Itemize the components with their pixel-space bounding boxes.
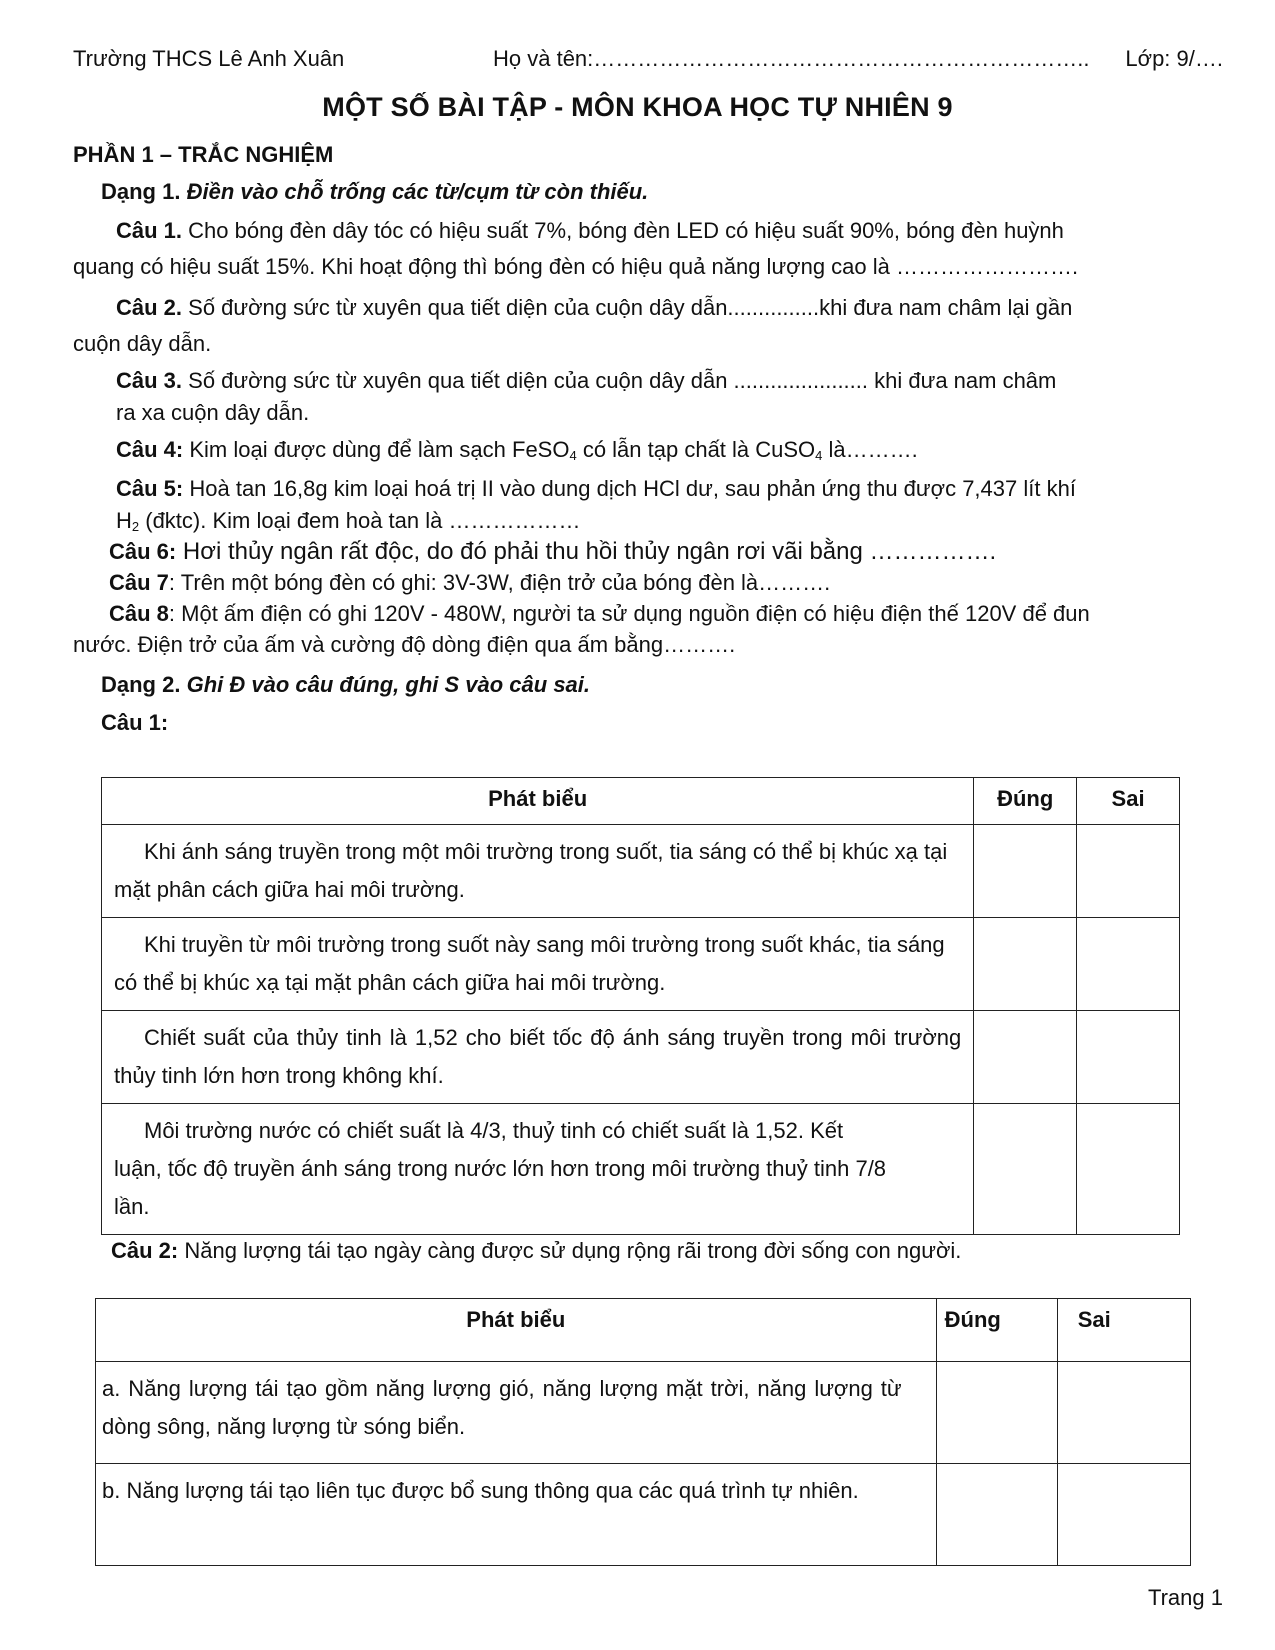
statement-cell: [96, 1464, 937, 1566]
table-row: [102, 1104, 1180, 1235]
true-answer-cell[interactable]: [974, 825, 1077, 918]
question-text: Kim loại được dùng để làm sạch FeSO: [183, 437, 570, 462]
subscript: 4: [815, 448, 823, 463]
question-text: là……….: [822, 437, 918, 462]
true-answer-cell[interactable]: [974, 918, 1077, 1011]
table-row: [96, 1362, 1191, 1464]
statement-cell: [102, 1104, 974, 1235]
class-field: Lớp: 9/….: [1125, 46, 1223, 71]
table-row: [96, 1464, 1191, 1566]
true-answer-cell[interactable]: [974, 1011, 1077, 1104]
question-label: Câu 5:: [116, 476, 184, 501]
type2-heading: [101, 670, 590, 700]
column-header-false: Sai: [1057, 1299, 1190, 1362]
question-text: (đktc). Kim loại đem hoà tan là ………………: [139, 508, 581, 533]
question-8-line-1: [109, 599, 1090, 629]
question-label: Câu 2:: [111, 1238, 179, 1263]
question-text: Năng lượng tái tạo ngày càng được sử dụng rộng rãi trong đời sống con người.: [178, 1238, 962, 1263]
column-header-false: Sai: [1077, 778, 1180, 825]
question-label: Câu 2.: [116, 295, 183, 320]
false-answer-cell[interactable]: [1077, 1011, 1180, 1104]
subscript: 4: [569, 448, 577, 463]
statement-text: a. Năng lượng tái tạo gồm năng lượng gió, năng lượng mặt trời, năng lượng từ dòng sông, năng lượng từ sóng biển.: [102, 1376, 902, 1439]
true-false-table-2: [95, 1298, 1191, 1566]
statement-text: b. Năng lượng tái tạo liên tục được bổ sung thông qua các quá trình tự nhiên.: [102, 1478, 859, 1503]
question-8-line-2: nước. Điện trở của ấm và cường độ dòng điện qua ấm bằng……….: [73, 632, 736, 657]
statement-cell: [96, 1362, 937, 1464]
type2-question-2: [111, 1236, 961, 1266]
question-label: Câu 3.: [116, 368, 183, 393]
statement-text: Khi truyền từ môi trường trong suốt này sang môi trường trong suốt khác, tia sáng có thể bị khúc xạ tại mặt phân cách giữa hai môi trường.: [114, 932, 945, 995]
question-3-line-1: [116, 366, 1056, 396]
question-text: : Trên một bóng đèn có ghi: 3V-3W, điện trở của bóng đèn là……….: [168, 570, 831, 595]
statement-text: Chiết suất của thủy tinh là 1,52 cho biết tốc độ ánh sáng truyền trong môi trường thủy tinh lớn hơn trong không khí.: [114, 1025, 962, 1088]
question-6: [109, 537, 996, 567]
question-4: [116, 435, 918, 471]
table-row: [102, 918, 1180, 1011]
column-header-statement: Phát biểu: [102, 778, 974, 825]
question-5-line-1: [116, 474, 1076, 504]
true-answer-cell[interactable]: [936, 1362, 1057, 1464]
part1-heading: PHẦN 1 – TRẮC NGHIỆM: [73, 142, 334, 167]
false-answer-cell[interactable]: [1077, 918, 1180, 1011]
type1-instruction: Điền vào chỗ trống các từ/cụm từ còn thiếu.: [186, 179, 649, 204]
false-answer-cell[interactable]: [1077, 825, 1180, 918]
statement-cell: [102, 825, 974, 918]
column-header-statement: Phát biểu: [96, 1299, 937, 1362]
subscript: 2: [131, 519, 140, 534]
true-answer-cell[interactable]: [936, 1464, 1057, 1566]
false-answer-cell[interactable]: [1077, 1104, 1180, 1235]
table-header-row: [102, 778, 1180, 825]
question-3-line-2: ra xa cuộn dây dẫn.: [116, 400, 310, 425]
column-header-true: Đúng: [974, 778, 1077, 825]
page-number: Trang 1: [1147, 1585, 1223, 1610]
school-name: Trường THCS Lê Anh Xuân: [73, 46, 345, 71]
statement-text: Môi trường nước có chiết suất là 4/3, thuỷ tinh có chiết suất là 1,52. Kết luận, tốc độ truyền ánh sáng trong nước lớn hơn trong môi trường thuỷ tinh 7/8 lần.: [114, 1118, 887, 1219]
statement-cell: [102, 918, 974, 1011]
question-2-line-1: [116, 293, 1072, 323]
question-1-line-2: quang có hiệu suất 15%. Khi hoạt động thì bóng đèn có hiệu quả năng lượng cao là …………………….: [73, 254, 1079, 279]
question-7: [109, 568, 830, 598]
type2-label: Dạng 2.: [101, 672, 181, 697]
type1-label: Dạng 1.: [101, 179, 181, 204]
question-label: Câu 4:: [116, 437, 184, 462]
question-text: Hoà tan 16,8g kim loại hoá trị II vào dung dịch HCl dư, sau phản ứng thu được 7,437 lít khí: [183, 476, 1076, 501]
question-text: : Một ấm điện có ghi 120V - 480W, người ta sử dụng nguồn điện có hiệu điện thế 120V để đun: [168, 601, 1090, 626]
page-title: MỘT SỐ BÀI TẬP - MÔN KHOA HỌC TỰ NHIÊN 9: [322, 92, 953, 122]
question-2-line-2: cuộn dây dẫn.: [73, 331, 212, 356]
question-text: có lẫn tạp chất là CuSO: [576, 437, 816, 462]
question-text: Số đường sức từ xuyên qua tiết diện của cuộn dây dẫn ...................... khi đưa nam châm: [182, 368, 1057, 393]
table-header-row: [96, 1299, 1191, 1362]
question-label: Câu 8: [109, 601, 169, 626]
question-text: Số đường sức từ xuyên qua tiết diện của cuộn dây dẫn...............khi đưa nam châm lại gần: [182, 295, 1073, 320]
page-header: [73, 46, 1223, 78]
statement-cell: [102, 1011, 974, 1104]
student-name-field: Họ và tên:…………………………………………………………..: [493, 46, 1090, 71]
true-answer-cell[interactable]: [974, 1104, 1077, 1235]
table-row: [102, 1011, 1180, 1104]
false-answer-cell[interactable]: [1057, 1464, 1190, 1566]
statement-text: Khi ánh sáng truyền trong một môi trường trong suốt, tia sáng có thể bị khúc xạ tại mặt phân cách giữa hai môi trường.: [114, 839, 948, 902]
table-row: [102, 825, 1180, 918]
type2-question-1-label: Câu 1:: [101, 710, 169, 735]
true-false-table-1: [101, 777, 1180, 1235]
column-header-true: Đúng: [936, 1299, 1057, 1362]
type2-instruction: Ghi Đ vào câu đúng, ghi S vào câu sai.: [186, 672, 591, 697]
question-label: Câu 1.: [116, 218, 183, 243]
false-answer-cell[interactable]: [1057, 1362, 1190, 1464]
question-text: H: [116, 508, 132, 533]
question-text: Hơi thủy ngân rất độc, do đó phải thu hồi thủy ngân rơi vãi bằng …………….: [176, 538, 997, 565]
type1-heading: [101, 177, 648, 207]
question-text: Cho bóng đèn dây tóc có hiệu suất 7%, bóng đèn LED có hiệu suất 90%, bóng đèn huỳnh: [182, 218, 1064, 243]
question-label: Câu 7: [109, 570, 169, 595]
question-1-line-1: [116, 216, 1064, 246]
question-label: Câu 6:: [109, 539, 177, 564]
